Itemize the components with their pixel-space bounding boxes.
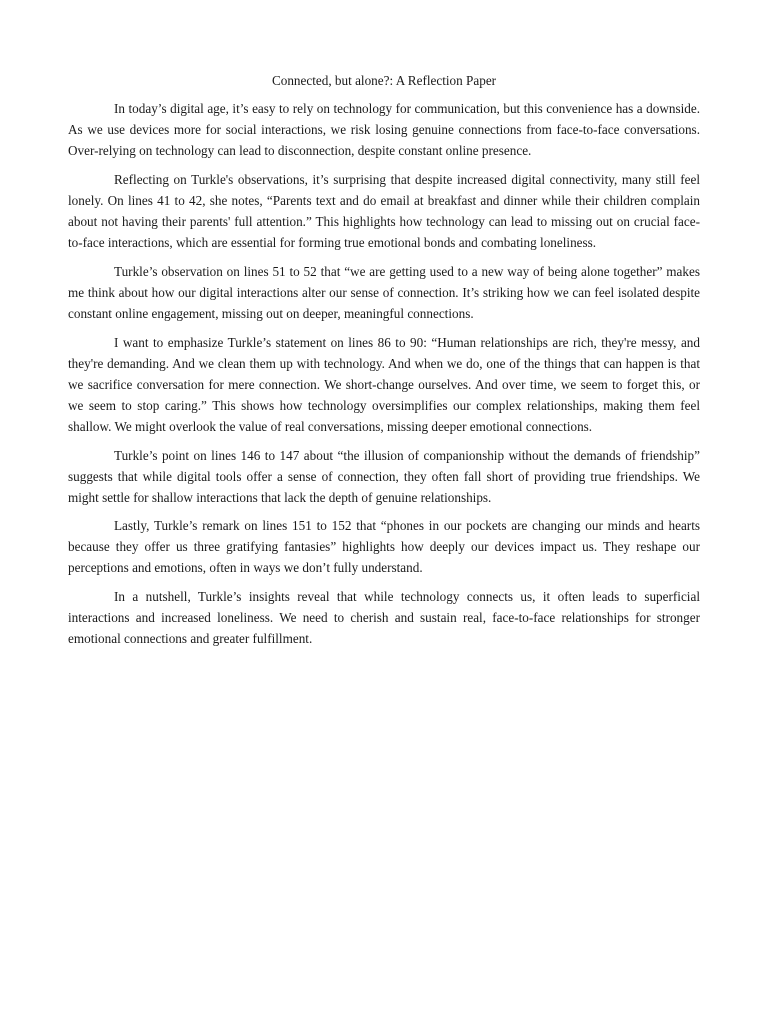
paragraph-observations: Reflecting on Turkle's observations, it’s surprising that despite increased digital connectivity, many still feel lonely. On lines 41 to 42, she notes, “Parents text and do email at breakfast and dinner while their children complain about not having their parents' full attention.” This highlights how technology can lead to missing out on crucial face-to-face interactions, which are essential for forming true emotional bonds and combating loneliness. [68, 171, 700, 251]
paragraph-human-relationships: I want to emphasize Turkle’s statement on lines 86 to 90: “Human relationships are rich, they're messy, and they're demanding. And we clean them up with technology. And when we do, one of the things that can happen is that we sacrifice conversation for mere connection. We short-change ourselves. And over time, we seem to forget this, or we seem to stop caring.” This shows how technology oversimplifies our complex relationships, making them feel shallow. We might overlook the value of real conversations, missing deeper emotional connections. [68, 334, 700, 434]
paragraph-alone-together: Turkle’s observation on lines 51 to 52 that “we are getting used to a new way of being alone together” makes me think about how our digital interactions alter our sense of connection. It’s striking how we can feel isolated despite constant online engagement, missing out on deeper, meaningful connections. [68, 263, 700, 321]
paragraph-illusion-companionship: Turkle’s point on lines 146 to 147 about “the illusion of companionship without the demands of friendship” suggests that while digital tools offer a sense of connection, they often fall short of providing true friendships. We might settle for shallow interactions that lack the depth of genuine relationships. [68, 447, 700, 505]
paragraph-intro: In today’s digital age, it’s easy to rely on technology for communication, but this convenience has a downside. As we use devices more for social interactions, we risk losing genuine connections from face-to-face conversations. Over-relying on technology can lead to disconnection, despite constant online presence. [68, 101, 700, 159]
paragraph-gratifying-fantasies: Lastly, Turkle’s remark on lines 151 to 152 that “phones in our pockets are changing our minds and hearts because they offer us three gratifying fantasies” highlights how deeply our devices impact us. They reshape our perceptions and emotions, often in ways we don’t fully understand. [68, 518, 700, 576]
document-title: Connected, but alone?: A Reflection Paper [271, 73, 497, 88]
paragraph-conclusion: In a nutshell, Turkle’s insights reveal that while technology connects us, it often leads to superficial interactions and increased loneliness. We need to cherish and sustain real, face-to-face relationships for stronger emotional connections and greater fulfillment. [68, 589, 700, 647]
